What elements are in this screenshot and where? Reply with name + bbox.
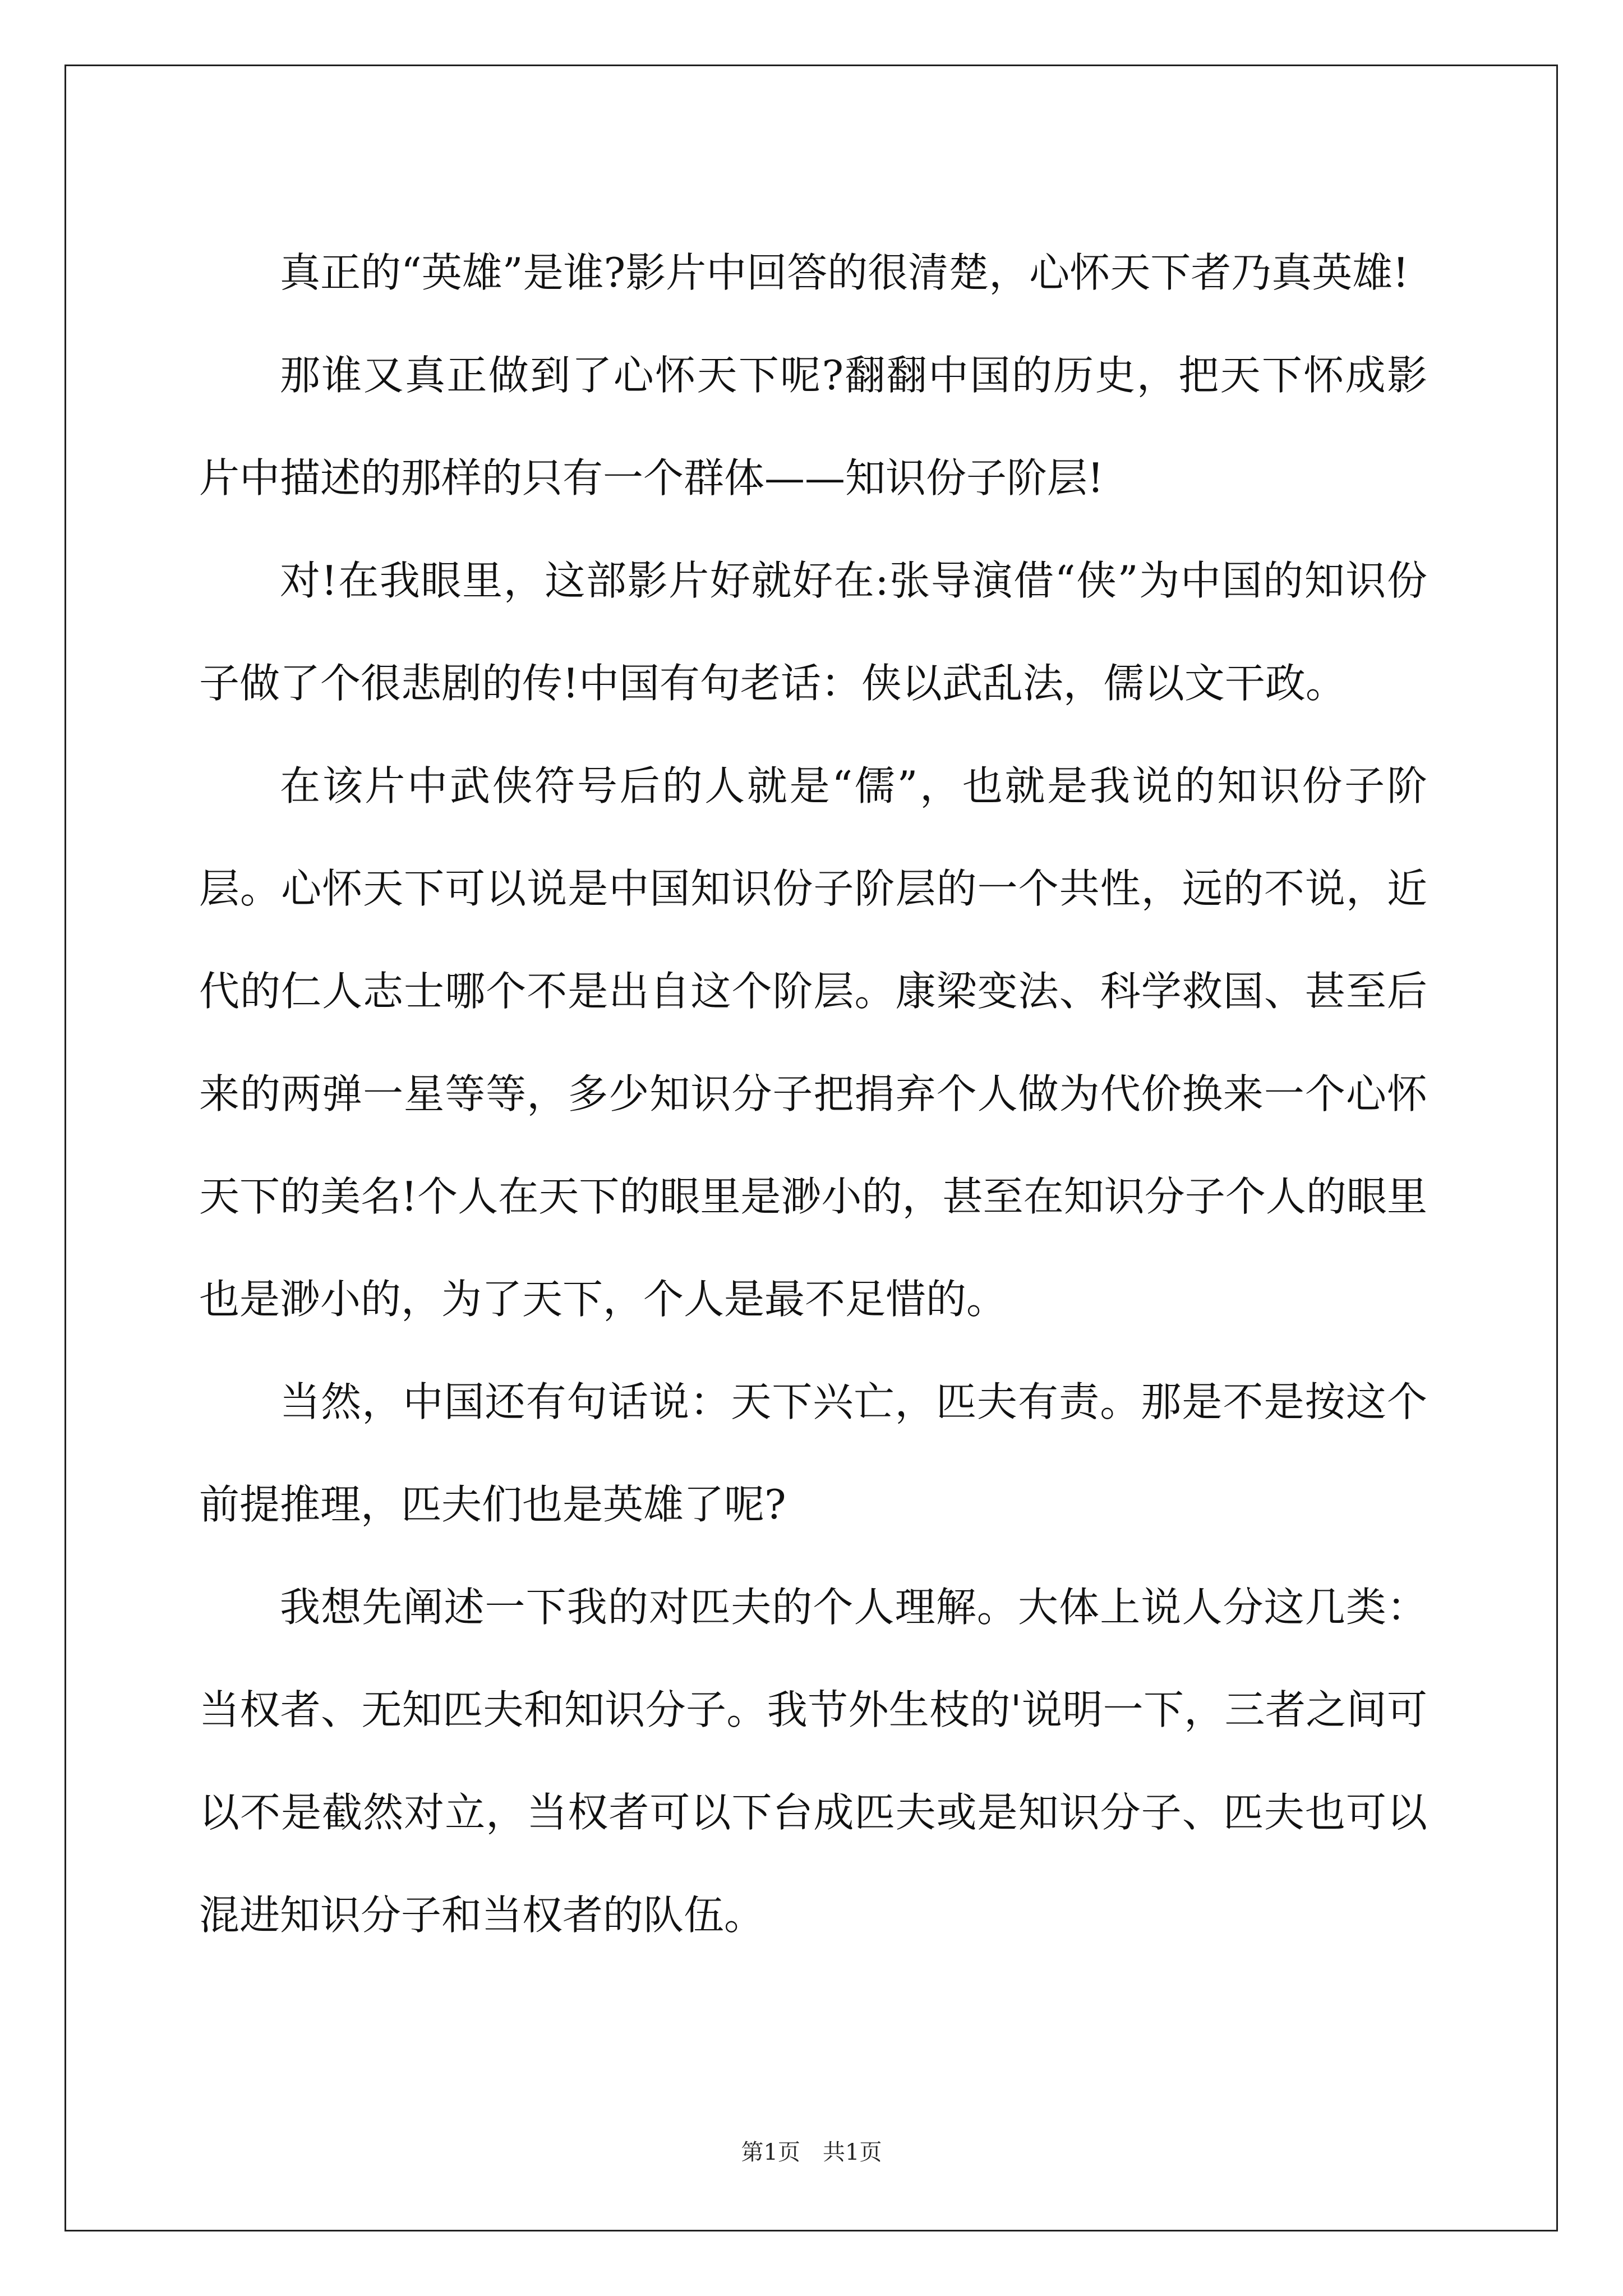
paragraph: 对!在我眼里，这部影片好就好在:张导演借“侠”为中国的知识份子做了个很悲剧的传!中国有句老话：侠以武乱法，儒以文干政。 (199, 557, 1427, 707)
paragraph: 在该片中武侠符号后的人就是“儒”，也就是我说的知识份子阶层。心怀天下可以说是中国知识份子阶层的一个共性，远的不说，近代的仁人志士哪个不是出自这个阶层。康梁变法、科学救国、甚至后来的两弹一星等等，多少知识分子把捐弃个人做为代价换来一个心怀天下的美名!个人在天下的眼里是渺小的，甚至在知识分子个人的眼里也是渺小的，为了天下，个人是最不足惜的。 (199, 762, 1427, 1323)
paragraph: 真正的“英雄”是谁?影片中回答的很清楚，心怀天下者乃真英雄! (280, 249, 1409, 296)
page-number-footer: 第1页 共1页 (741, 2139, 882, 2165)
paragraph: 我想先阐述一下我的对匹夫的个人理解。大体上说人分这几类：当权者、无知匹夫和知识分子。我节外生枝的'说明一下，三者之间可以不是截然对立，当权者可以下台成匹夫或是知识分子、匹夫也可以混进知识分子和当权者的队伍。 (199, 1584, 1427, 1939)
document-body (199, 222, 1427, 1967)
paragraph: 那谁又真正做到了心怀天下呢?翻翻中国的历史，把天下怀成影片中描述的那样的只有一个群体——知识份子阶层! (199, 352, 1427, 501)
paragraph: 当然，中国还有句话说：天下兴亡，匹夫有责。那是不是按这个前提推理，匹夫们也是英雄了呢? (199, 1378, 1427, 1528)
